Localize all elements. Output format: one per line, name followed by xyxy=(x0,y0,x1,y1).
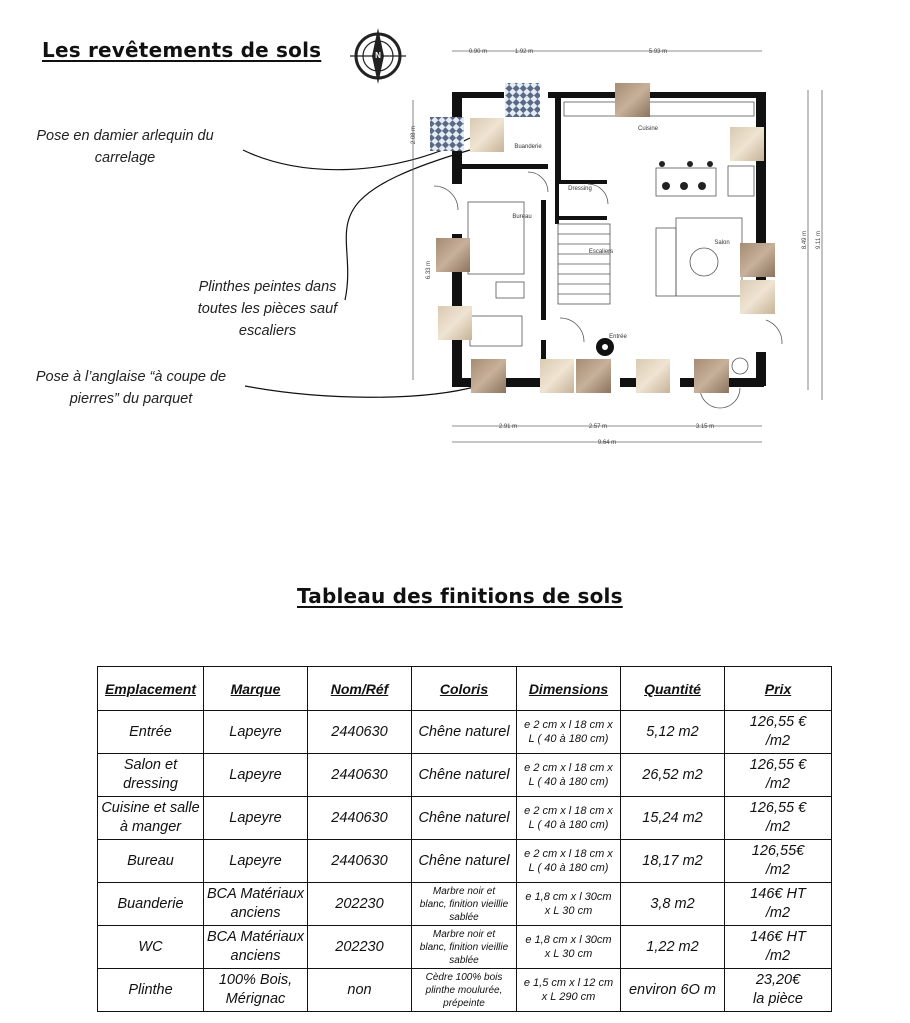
room-label-buanderie: Buanderie xyxy=(514,144,542,150)
cell-prix: 126,55 € /m2 xyxy=(725,754,832,797)
table-row xyxy=(98,883,832,926)
leader-anglaise xyxy=(245,386,478,397)
cell-quantite: 3,8 m2 xyxy=(621,883,725,926)
cell-coloris: Marbre noir et blanc, finition vieillie sablée xyxy=(412,926,517,969)
cell-quantite: environ 6O m xyxy=(621,969,725,1012)
dim-bottom-1: 2.57 m xyxy=(588,424,608,430)
cell-nom-ref: 2440630 xyxy=(308,754,412,797)
cell-emplacement: Entrée xyxy=(98,711,204,754)
cell-coloris: Marbre noir et blanc, finition vieillie sablée xyxy=(412,883,517,926)
cell-nom-ref: 2440630 xyxy=(308,840,412,883)
cell-emplacement: Buanderie xyxy=(98,883,204,926)
cell-nom-ref: non xyxy=(308,969,412,1012)
room-label-salon: Salon xyxy=(714,240,730,246)
note-plinthes: Plinthes peintes dans toutes les pièces sauf escaliers xyxy=(197,279,338,339)
room-label-escaliers: Escaliers xyxy=(588,249,614,255)
header-marque: Marque xyxy=(204,667,308,711)
compass-icon xyxy=(350,28,406,84)
cell-marque: BCA Matériaux anciens xyxy=(204,926,308,969)
header-quantite: Quantité xyxy=(621,667,725,711)
cell-dimensions: e 2 cm x l 18 cm x L ( 40 à 180 cm) xyxy=(517,797,621,840)
cell-coloris: Chêne naturel xyxy=(412,797,517,840)
section-title-revetements: Les revêtements de sols xyxy=(42,38,322,62)
cell-emplacement: WC xyxy=(98,926,204,969)
dim-total: 9.64 m xyxy=(597,440,617,446)
header-coloris: Coloris xyxy=(412,667,517,711)
header-emplacement: Emplacement xyxy=(98,667,204,711)
cell-marque: BCA Matériaux anciens xyxy=(204,883,308,926)
leader-plinthes xyxy=(345,150,470,300)
cell-dimensions: e 1,5 cm x l 12 cm x L 290 cm xyxy=(517,969,621,1012)
cell-coloris: Cèdre 100% bois plinthe moulurée, prépeinte xyxy=(412,969,517,1012)
cell-emplacement: Bureau xyxy=(98,840,204,883)
cell-dimensions: e 2 cm x l 18 cm x L ( 40 à 180 cm) xyxy=(517,840,621,883)
table-row xyxy=(98,711,832,754)
table-row xyxy=(98,840,832,883)
cell-nom-ref: 2440630 xyxy=(308,797,412,840)
cell-quantite: 5,12 m2 xyxy=(621,711,725,754)
table-row xyxy=(98,754,832,797)
cell-prix: 126,55 € /m2 xyxy=(725,711,832,754)
note-damier: Pose en damier arlequin du carrelage xyxy=(36,128,214,166)
room-label-dressing: Dressing xyxy=(568,186,592,192)
cell-nom-ref: 202230 xyxy=(308,926,412,969)
cell-dimensions: e 2 cm x l 18 cm x L ( 40 à 180 cm) xyxy=(517,711,621,754)
cell-quantite: 18,17 m2 xyxy=(621,840,725,883)
cell-coloris: Chêne naturel xyxy=(412,754,517,797)
cell-marque: Lapeyre xyxy=(204,797,308,840)
finishes-table xyxy=(97,666,832,1012)
note-anglaise: Pose à l’anglaise “à coupe de pierres” du parquet xyxy=(35,369,227,407)
dim-left-0: 2.08 m xyxy=(411,125,417,145)
cell-prix: 126,55€ /m2 xyxy=(725,840,832,883)
dim-bottom-0: 2.91 m xyxy=(498,424,518,430)
cell-marque: 100% Bois, Mérignac xyxy=(204,969,308,1012)
cell-prix: 126,55 € /m2 xyxy=(725,797,832,840)
table-row xyxy=(98,926,832,969)
cell-quantite: 1,22 m2 xyxy=(621,926,725,969)
header-dimensions: Dimensions xyxy=(517,667,621,711)
cell-dimensions: e 1,8 cm x l 30cm x L 30 cm xyxy=(517,883,621,926)
cell-nom-ref: 2440630 xyxy=(308,711,412,754)
dim-top-0: 0.90 m xyxy=(468,49,488,55)
table-row xyxy=(98,797,832,840)
cell-emplacement: Plinthe xyxy=(98,969,204,1012)
cell-quantite: 15,24 m2 xyxy=(621,797,725,840)
cell-prix: 146€ HT /m2 xyxy=(725,883,832,926)
cell-prix: 146€ HT /m2 xyxy=(725,926,832,969)
room-label-cuisine: Cuisine xyxy=(637,126,659,132)
cell-emplacement: Cuisine et salle à manger xyxy=(98,797,204,840)
cell-emplacement: Salon et dressing xyxy=(98,754,204,797)
cell-prix: 23,20€ la pièce xyxy=(725,969,832,1012)
cell-dimensions: e 1,8 cm x l 30cm x L 30 cm xyxy=(517,926,621,969)
section-title-finitions: Tableau des finitions de sols xyxy=(297,584,623,608)
dim-right-1: 9.11 m xyxy=(816,231,822,249)
header-nom-ref: Nom/Réf xyxy=(308,667,412,711)
cell-quantite: 26,52 m2 xyxy=(621,754,725,797)
dim-top-2: 5.93 m xyxy=(648,49,668,55)
room-label-bureau: Bureau xyxy=(512,214,532,220)
cell-coloris: Chêne naturel xyxy=(412,840,517,883)
cell-coloris: Chêne naturel xyxy=(412,711,517,754)
table-header-row xyxy=(98,667,832,711)
cell-marque: Lapeyre xyxy=(204,840,308,883)
compass-letter: N xyxy=(375,51,381,60)
dim-top-1: 1.92 m xyxy=(514,49,534,55)
cell-nom-ref: 202230 xyxy=(308,883,412,926)
room-label-entree: Entrée xyxy=(609,334,627,340)
dim-left-1: 6.33 m xyxy=(426,260,432,280)
cell-marque: Lapeyre xyxy=(204,711,308,754)
table-row xyxy=(98,969,832,1012)
cell-marque: Lapeyre xyxy=(204,754,308,797)
header-prix: Prix xyxy=(725,667,832,711)
dim-right-0: 8.49 m xyxy=(802,230,808,250)
cell-dimensions: e 2 cm x l 18 cm x L ( 40 à 180 cm) xyxy=(517,754,621,797)
dim-bottom-2: 3.15 m xyxy=(695,424,715,430)
